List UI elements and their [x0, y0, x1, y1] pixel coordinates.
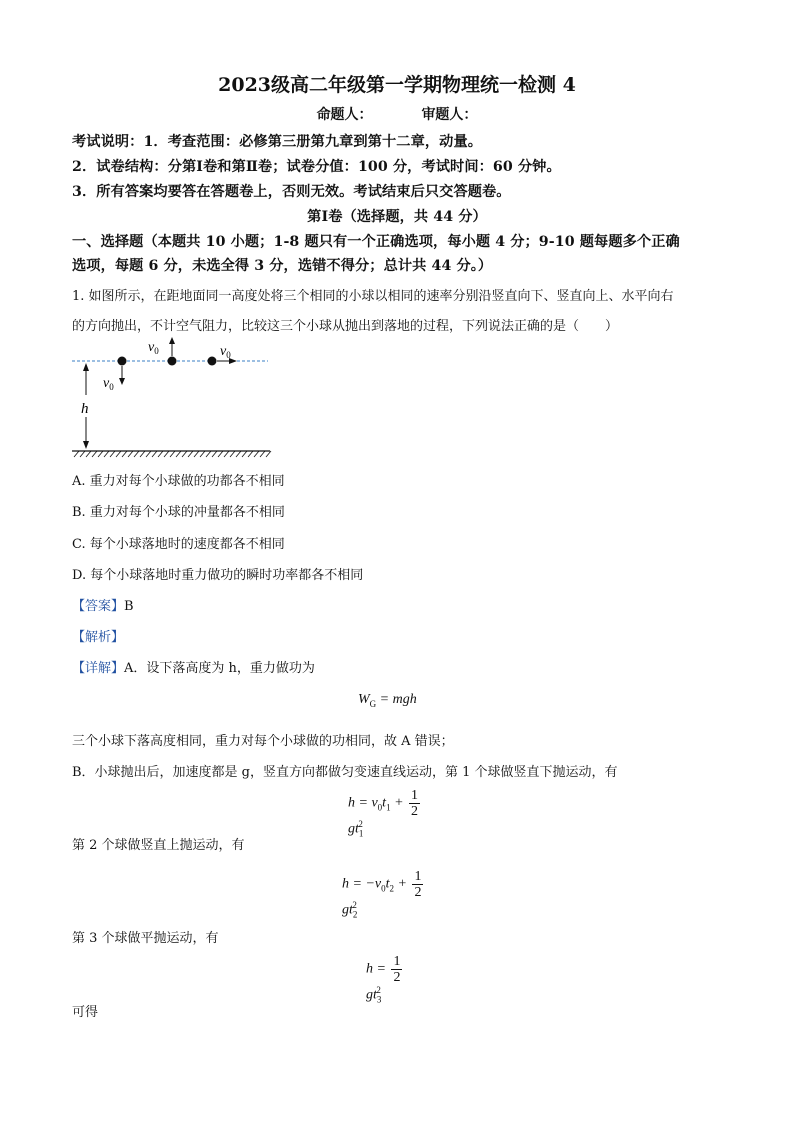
ball-3	[208, 357, 217, 366]
v0-label-3: $v_0$	[220, 344, 231, 360]
text-final: 可得	[72, 1005, 99, 1020]
projectile-diagram	[72, 333, 282, 463]
v0-label-2: $v_0$	[148, 340, 159, 356]
question-line-2: 的方向抛出，不计空气阻力，比较这三个小球从抛出到落地的过程，下列说法正确的是（ ）	[72, 319, 619, 334]
answer-line	[72, 595, 134, 614]
section-title: 第Ⅰ卷（选择题，共 44 分）	[307, 209, 487, 225]
section-desc-2: 选项，每题 6 分，未选全得 3 分，选错不得分；总计共 44 分。）	[72, 258, 493, 274]
v0-label-1: $v_0$	[103, 376, 114, 392]
equation-ball-3: h = $\frac{1}{2}$ $gt_3^2$	[366, 954, 401, 1005]
height-label: h	[81, 401, 89, 417]
ball-2	[168, 357, 177, 366]
answer-value: B	[124, 599, 134, 614]
text-conclusion-a: 三个小球下落高度相同，重力对每个小球做的功相同，故 A 错误；	[72, 734, 454, 749]
instruction-2: 2．试卷结构：分第Ⅰ卷和第Ⅱ卷；试卷分值：100 分，考试时间：60 分钟。	[72, 159, 561, 175]
ground-hatch	[74, 451, 271, 457]
instruction-3: 3．所有答案均要答在答题卷上，否则无效。考试结束后只交答题卷。	[72, 184, 511, 200]
instruction-1: 考试说明：1．考查范围：必修第三册第九章到第十二章，动量。	[72, 134, 483, 150]
detail-line	[72, 657, 315, 676]
text-ball-2: 第 2 个球做竖直上抛运动，有	[72, 838, 245, 853]
text-ball-3: 第 3 个球做平抛运动，有	[72, 931, 219, 946]
detail-label: 【详解】	[72, 661, 125, 676]
option-c: C. 每个小球落地时的速度都各不相同	[72, 537, 285, 552]
equation-ball-2: $h = -v_0t_2$ + $\frac{1}{2}$ $gt_2^2$	[342, 869, 422, 920]
authors-line	[0, 104, 794, 124]
detail-text: A．设下落高度为 h，重力做功为	[124, 661, 315, 676]
option-d: D. 每个小球落地时重力做功的瞬时功率都各不相同	[72, 568, 364, 583]
equation-work: $W_G$ = mgh	[358, 692, 417, 709]
equation-ball-1: $h = v_0t_1$ + $\frac{1}{2}$ $gt_1^2$	[348, 788, 419, 839]
ball-1	[118, 357, 127, 366]
reviewer-label: 审题人：	[421, 107, 478, 123]
setter-label: 命题人：	[316, 107, 373, 123]
option-b: B. 重力对每个小球的冲量都各不相同	[72, 505, 285, 520]
answer-label: 【答案】	[72, 599, 125, 614]
option-a: A. 重力对每个小球做的功都各不相同	[72, 474, 285, 489]
text-part-b: B．小球抛出后，加速度都是 g，竖直方向都做匀变速直线运动，第 1 个球做竖直下抛运动，有	[72, 765, 618, 780]
exam-title: 2023级高二年级第一学期物理统一检测 4	[218, 74, 576, 96]
question-line-1: 1. 如图所示，在距地面同一高度处将三个相同的小球以相同的速率分别沿竖直向下、竖直向上、水平向右	[72, 289, 674, 304]
analysis-label: 【解析】	[72, 630, 125, 645]
section-desc-1: 一、选择题（本题共 10 小题；1-8 题只有一个正确选项，每小题 4 分；9-10 题每题多个正确	[72, 234, 680, 250]
